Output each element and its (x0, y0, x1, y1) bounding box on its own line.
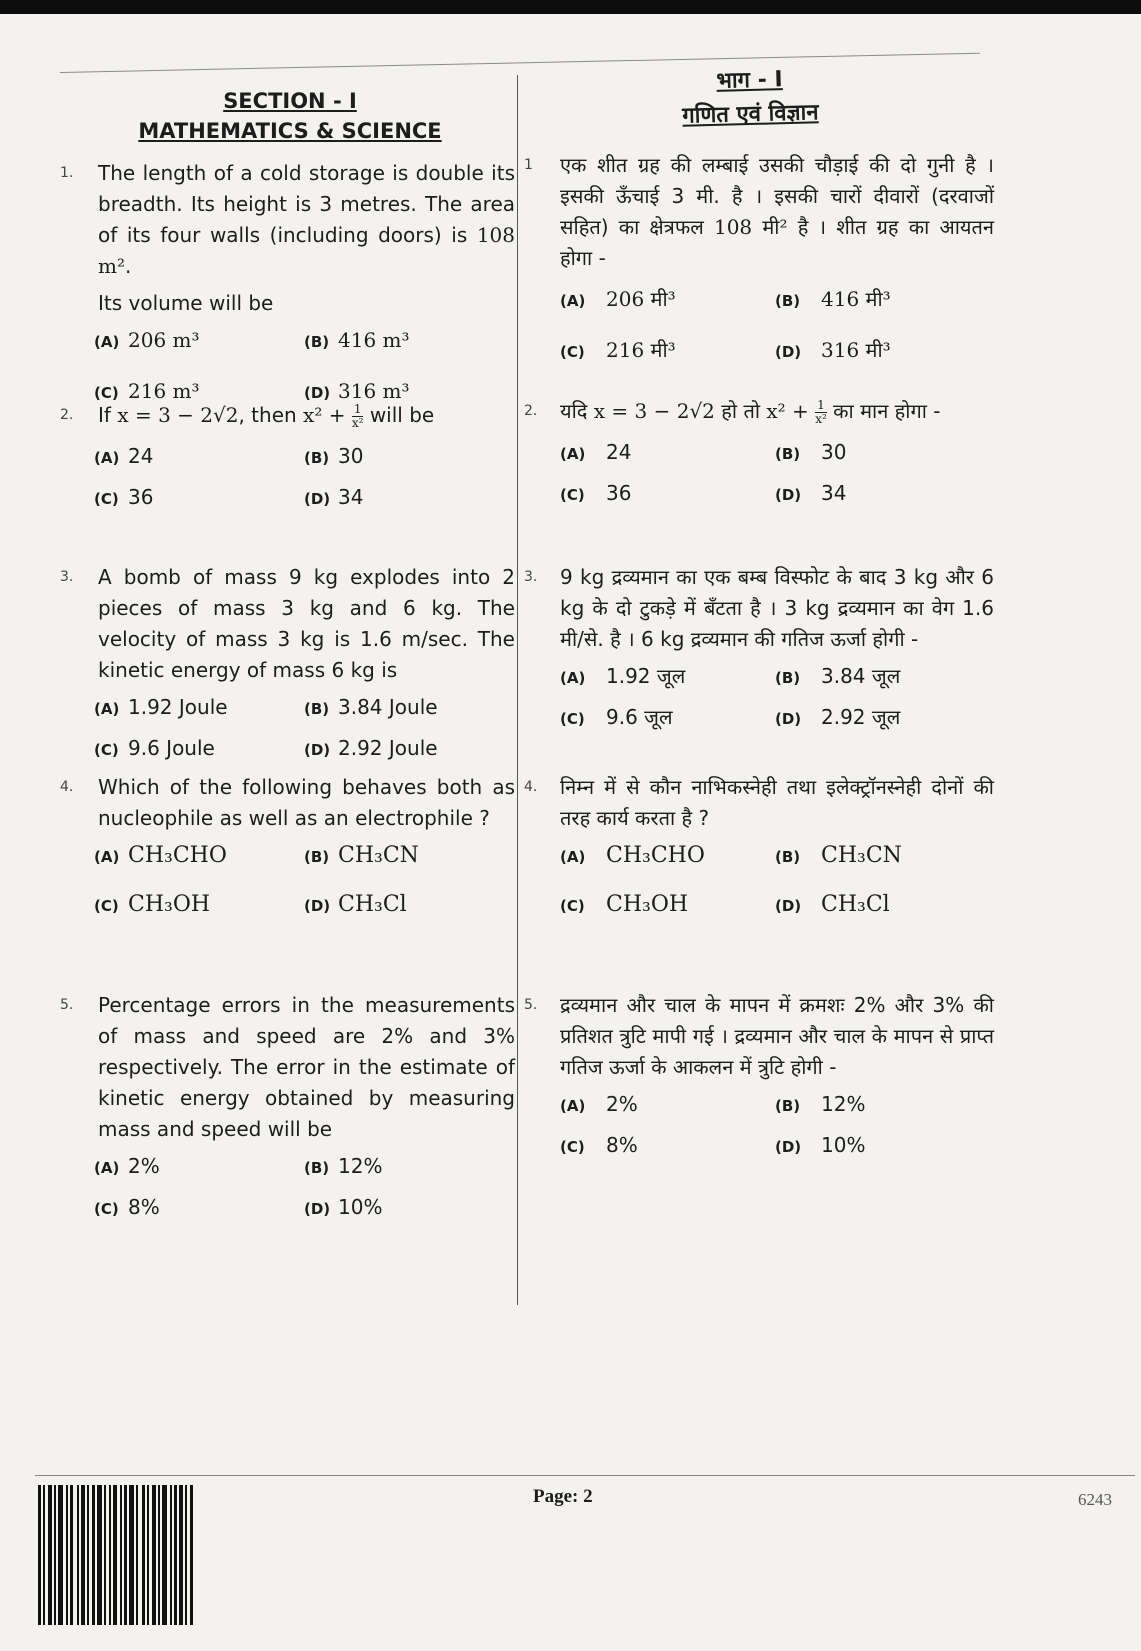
options (560, 437, 994, 511)
option-c[interactable]: (C) 9.6 जूल (560, 705, 673, 729)
option-a[interactable]: (A) 206 मी³ (560, 287, 676, 311)
barcode (38, 1485, 233, 1625)
question-text: निम्न में से कौन नाभिकस्नेही तथा इलेक्ट्रॉनस्नेही दोनों की तरह कार्य करता है ? (560, 775, 994, 830)
option-d[interactable]: (D) 10% (775, 1133, 866, 1157)
question-text: द्रव्यमान और चाल के मापन में क्रमशः 2% और 3% की प्रतिशत त्रुटि मापी गई । द्रव्यमान और चाल के मापन से प्राप्त गतिज ऊर्जा के आकलन में त्रुटि होगी - (560, 993, 994, 1079)
option-b[interactable]: (B) CH₃CN (304, 843, 419, 868)
option-c[interactable]: (C) 9.6 Joule (94, 736, 215, 760)
option-a[interactable]: (A) 24 (560, 440, 632, 464)
question-number: 5. (524, 997, 538, 1013)
question-number: 1 (524, 157, 533, 173)
option-b[interactable]: (B) 416 मी³ (775, 287, 891, 311)
options (560, 1089, 994, 1163)
option-b[interactable]: (B) 12% (304, 1154, 383, 1178)
question-text: 9 kg द्रव्यमान का एक बम्ब विस्फोट के बाद 3 kg और 6 kg के दो टुकड़े में बँटता है । 3 kg द्रव्यमान का वेग 1.6 मी/से. है । 6 kg द्रव्यमान की गतिज ऊर्जा होगी - (560, 565, 994, 651)
option-c[interactable]: (C) 36 (560, 481, 632, 505)
option-b[interactable]: (B) CH₃CN (775, 843, 902, 868)
option-c[interactable]: (C) 36 (94, 485, 154, 509)
page-number: Page: 2 (533, 1486, 593, 1507)
option-a[interactable]: (A) 2% (560, 1092, 638, 1116)
fraction: $\frac{1}{\text{x²}}$ (815, 398, 827, 426)
option-c[interactable]: (C) 8% (94, 1195, 160, 1219)
option-c[interactable]: (C) CH₃OH (94, 892, 211, 917)
options (560, 661, 994, 735)
question-number: 3. (60, 569, 74, 585)
question-4-en (60, 772, 515, 922)
option-a[interactable]: (A) 1.92 Joule (94, 695, 228, 719)
option-d[interactable]: (D) 2.92 जूल (775, 705, 901, 729)
question-number: 1. (60, 165, 74, 181)
question-2-en (60, 400, 515, 515)
question-number: 2. (524, 403, 538, 419)
option-d[interactable]: (D) 10% (304, 1195, 383, 1219)
option-d[interactable]: (D) 34 (304, 485, 364, 509)
option-c[interactable]: (C) 8% (560, 1133, 638, 1157)
footer-rule (35, 1475, 1135, 1476)
option-d[interactable]: (D) 316 m³ (304, 379, 410, 403)
option-a[interactable]: (A) 2% (94, 1154, 160, 1178)
question-text: Percentage errors in the measurements of mass and speed are 2% and 3% respectively. The error in the estimate of kinetic energy obtained by measuring mass and speed will be (98, 993, 515, 1141)
question-1-en (60, 158, 515, 409)
question-3-hi (524, 562, 994, 735)
subject-title-hindi: गणित एवं विज्ञान (682, 100, 819, 129)
option-a[interactable]: (A) 24 (94, 444, 154, 468)
subject-title: MATHEMATICS & SCIENCE (138, 119, 442, 143)
question-text: The length of a cold storage is double its breadth. Its height is 3 metres. The area of its four walls (including doors) is 108 m². (98, 161, 515, 278)
option-b[interactable]: (B) 30 (304, 444, 364, 468)
question-text: एक शीत ग्रह की लम्बाई उसकी चौड़ाई की दो गुनी है । इसकी ऊँचाई 3 मी. है । इसकी चारों दीवारों (दरवाजों सहित) का क्षेत्रफल 108 मी² है । शीत ग्रह का आयतन होगा - (560, 153, 994, 270)
question-text-continued: Its volume will be (98, 291, 274, 315)
option-d[interactable]: (D) 34 (775, 481, 847, 505)
question-1-hi (524, 150, 994, 368)
section-title: SECTION - I (223, 89, 357, 113)
option-c[interactable]: (C) CH₃OH (560, 892, 689, 917)
option-b[interactable]: (B) 416 m³ (304, 328, 410, 352)
option-a[interactable]: (A) CH₃CHO (560, 843, 705, 868)
option-d[interactable]: (D) CH₃Cl (304, 892, 407, 917)
option-c[interactable]: (C) 216 m³ (94, 379, 200, 403)
option-b[interactable]: (B) 30 (775, 440, 847, 464)
question-number: 4. (60, 779, 74, 795)
option-b[interactable]: (B) 12% (775, 1092, 866, 1116)
section-title-hindi: भाग - I (716, 67, 783, 94)
option-d[interactable]: (D) 316 मी³ (775, 338, 891, 362)
scan-top-edge (0, 0, 1141, 14)
question-4-hi (524, 772, 994, 922)
question-2-hi (524, 396, 994, 511)
option-b[interactable]: (B) 3.84 Joule (304, 695, 438, 719)
option-c[interactable]: (C) 216 मी³ (560, 338, 676, 362)
paper-code: 6243 (1078, 1490, 1112, 1509)
option-a[interactable]: (A) 206 m³ (94, 328, 200, 352)
question-number: 5. (60, 997, 74, 1013)
question-number: 2. (60, 407, 74, 423)
question-text: If x = 3 − 2√2, then x² + $\frac{1}{\text{x²}}$ will be (98, 402, 435, 430)
options (94, 325, 515, 409)
options (560, 840, 994, 922)
question-number: 3. (524, 569, 538, 585)
english-heading (130, 86, 450, 146)
question-number: 4. (524, 779, 538, 795)
question-text: यदि x = 3 − 2√2 हो तो x² + $\frac{1}{\text{x²}}$ का मान होगा - (560, 398, 941, 426)
option-d[interactable]: (D) 2.92 Joule (304, 736, 438, 760)
question-3-en (60, 562, 515, 766)
options (94, 840, 515, 922)
hindi-heading (639, 61, 861, 135)
question-5-hi (524, 990, 994, 1163)
option-a[interactable]: (A) CH₃CHO (94, 843, 227, 868)
column-divider (517, 75, 518, 1305)
question-text: A bomb of mass 9 kg explodes into 2 pieces of mass 3 kg and 6 kg. The velocity of mass 3 kg is 1.6 m/sec. The kinetic energy of mass 6 kg is (98, 565, 515, 682)
option-a[interactable]: (A) 1.92 जूल (560, 664, 686, 688)
options (94, 441, 515, 515)
question-text: Which of the following behaves both as nucleophile as well as an electrophile ? (98, 775, 515, 830)
options (94, 1151, 515, 1225)
fraction: $\frac{1}{\text{x²}}$ (351, 402, 364, 430)
option-b[interactable]: (B) 3.84 जूल (775, 664, 901, 688)
question-5-en (60, 990, 515, 1225)
options (560, 284, 994, 368)
option-d[interactable]: (D) CH₃Cl (775, 892, 890, 917)
options (94, 692, 515, 766)
